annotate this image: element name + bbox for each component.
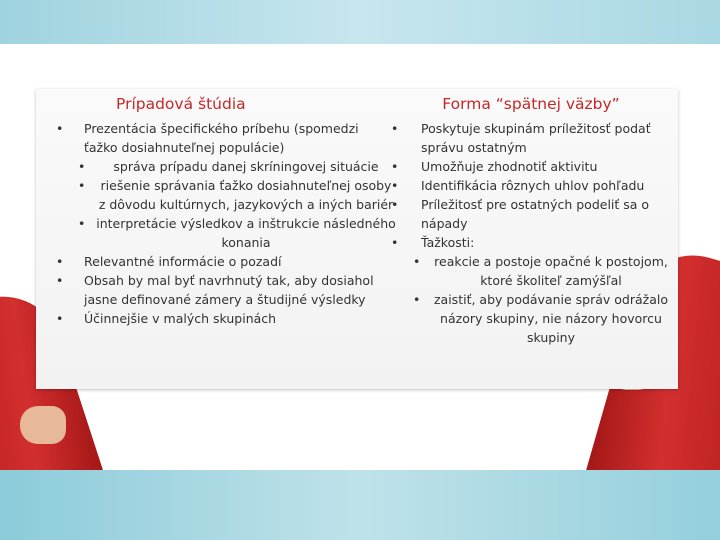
feedback-heading: Forma “spätnej väzby”: [442, 95, 620, 113]
list-item: • Príležitosť pre ostatných podeliť sa o nápady: [391, 195, 671, 233]
left-hand: [20, 406, 66, 444]
list-item: • Poskytuje skupinám príležitosť podať správu ostatným: [391, 119, 671, 157]
list-item: • Obsah by mal byť navrhnutý tak, aby dosiahol jasne definované zámery a študijné výsledky: [56, 271, 396, 309]
case-study-list: [56, 119, 396, 328]
case-study-column: [56, 89, 396, 328]
feedback-list: [391, 119, 671, 347]
top-banner: [0, 0, 720, 44]
list-item: • zaistiť, aby podávanie správ odrážalo názory skupiny, nie názory hovorcu skupiny: [413, 292, 669, 345]
bottom-banner: [0, 470, 720, 540]
list-item: • Identifikácia rôznych uhlov pohľadu: [391, 176, 671, 195]
list-item: • správa prípadu danej skríningovej situácie: [78, 159, 379, 174]
whiteboard-sign: [36, 89, 678, 389]
list-item: • Umožňuje zhodnotiť aktivitu: [391, 157, 671, 176]
feedback-column: [391, 89, 671, 347]
list-item: • Ťažkosti:: [391, 233, 671, 252]
list-item: • reakcie a postoje opačné k postojom, ktoré školiteľ zamýšľal: [413, 254, 668, 288]
list-item: • interpretácie výsledkov a inštrukcie následného konania: [78, 216, 396, 250]
list-item: • riešenie správania ťažko dosiahnuteľnej osoby z dôvodu kultúrnych, jazykových a iných bariér: [78, 178, 394, 212]
list-item: • Prezentácia špecifického príbehu (spomedzi ťažko dosiahnuteľnej populácie): [56, 119, 396, 157]
case-study-heading: Prípadová štúdia: [116, 95, 246, 113]
list-item: • Relevantné informácie o pozadí: [56, 252, 396, 271]
list-item: • Účinnejšie v malých skupinách: [56, 309, 396, 328]
